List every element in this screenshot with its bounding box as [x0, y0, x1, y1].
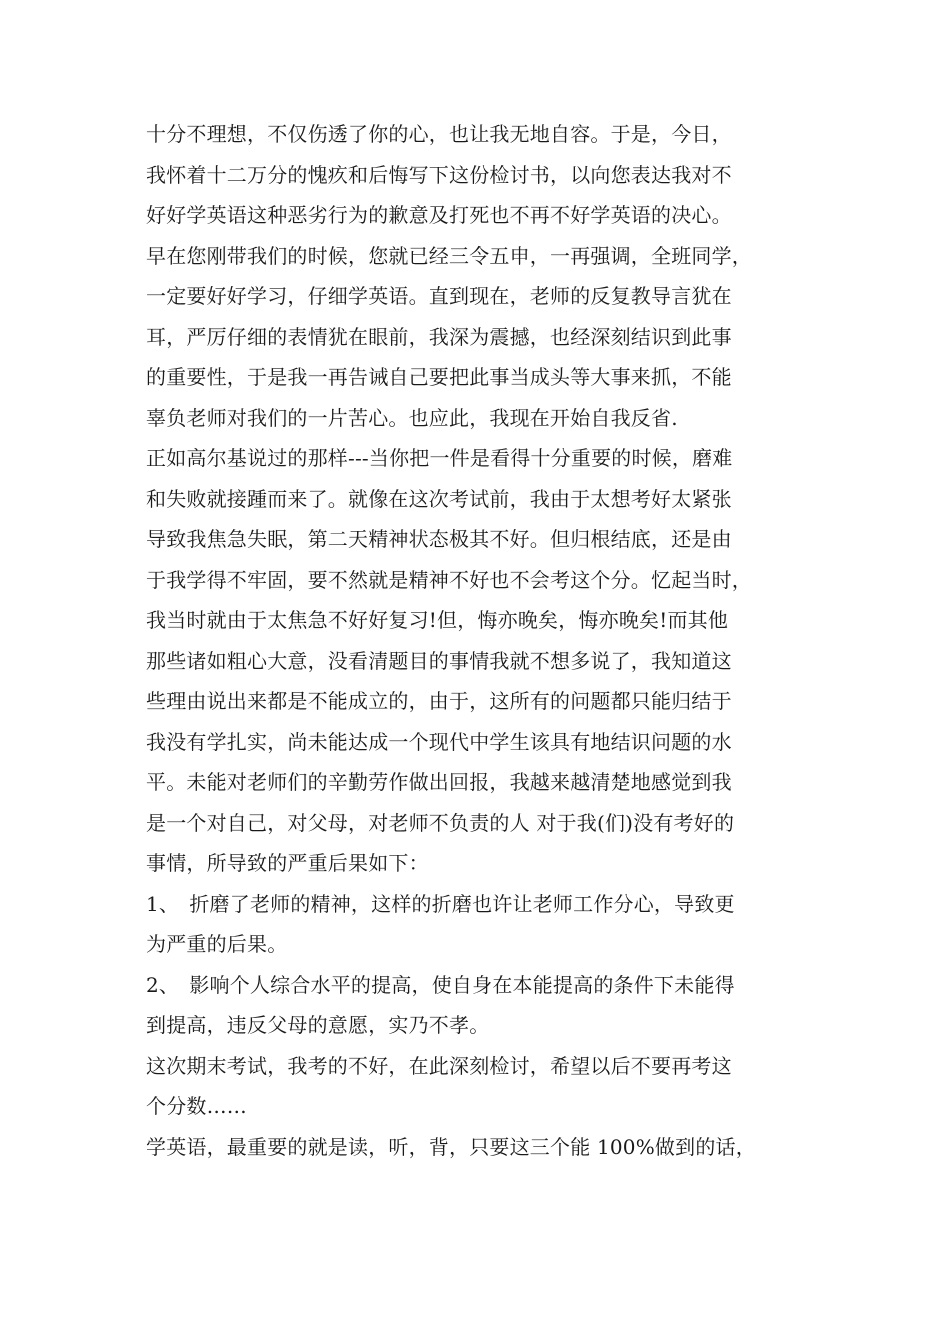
- text-line: 平。未能对老师们的辛勤劳作做出回报，我越来越清楚地感觉到我: [146, 770, 732, 794]
- text-line: 事情，所导致的严重后果如下：: [146, 851, 429, 875]
- text-line: 1、 折磨了老师的精神，这样的折磨也许让老师工作分心，导致更: [146, 891, 735, 916]
- text-line: 的重要性，于是我一再告诫自己要把此事当成头等大事来抓，不能: [146, 365, 732, 389]
- text-line: 早在您刚带我们的时候，您就已经三令五申，一再强调，全班同学，: [146, 243, 752, 268]
- text-line: 为严重的后果。: [146, 932, 288, 956]
- text-line: 是一个对自己，对父母，对老师不负责的人 对于我(们)没有考好的: [146, 810, 735, 835]
- text-line: 好好学英语这种恶劣行为的歉意及打死也不再不好学英语的决心。: [146, 203, 732, 227]
- text-line: 正如高尔基说过的那样---当你把一件是看得十分重要的时候，磨难: [146, 446, 733, 470]
- text-line: 些理由说出来都是不能成立的，由于，这所有的问题都只能归结于: [146, 689, 732, 713]
- text-line: 到提高，违反父母的意愿，实乃不孝。: [146, 1013, 490, 1037]
- text-line: 和失败就接踵而来了。就像在这次考试前，我由于太想考好太紧张: [146, 486, 732, 511]
- text-line: 那些诸如粗心大意，没看清题目的事情我就不想多说了，我知道这: [146, 648, 732, 673]
- text-line: 学英语，最重要的就是读，听，背，只要这三个能 100%做到的话，: [146, 1134, 756, 1159]
- text-line: 于我学得不牢固，要不然就是精神不好也不会考这个分。忆起当时，: [146, 567, 752, 592]
- text-line: 我当时就由于太焦急不好好复习!但，悔亦晚矣，悔亦晚矣!而其他: [146, 608, 729, 632]
- text-line: 一定要好好学习，仔细学英语。直到现在，老师的反复教导言犹在: [146, 284, 732, 308]
- text-line: 这次期末考试，我考的不好，在此深刻检讨，希望以后不要再考这: [146, 1053, 732, 1078]
- text-line: 2、 影响个人综合水平的提高，使自身在本能提高的条件下未能得: [146, 972, 735, 997]
- text-line: 我怀着十二万分的愧疚和后悔写下这份检讨书，以向您表达我对不: [146, 162, 732, 187]
- text-line: 我没有学扎实，尚未能达成一个现代中学生该具有地结识问题的水: [146, 729, 732, 754]
- text-line: 耳，严厉仔细的表情犹在眼前，我深为震撼，也经深刻结识到此事: [146, 324, 732, 349]
- document-body: [146, 114, 836, 1167]
- text-line: 辜负老师对我们的一片苦心。也应此，我现在开始自我反省.: [146, 405, 678, 430]
- text-line: 个分数……: [146, 1094, 247, 1118]
- text-line: 导致我焦急失眠，第二天精神状态极其不好。但归根结底，还是由: [146, 527, 732, 551]
- text-line: 十分不理想，不仅伤透了你的心，也让我无地自容。于是，今日，: [146, 122, 732, 146]
